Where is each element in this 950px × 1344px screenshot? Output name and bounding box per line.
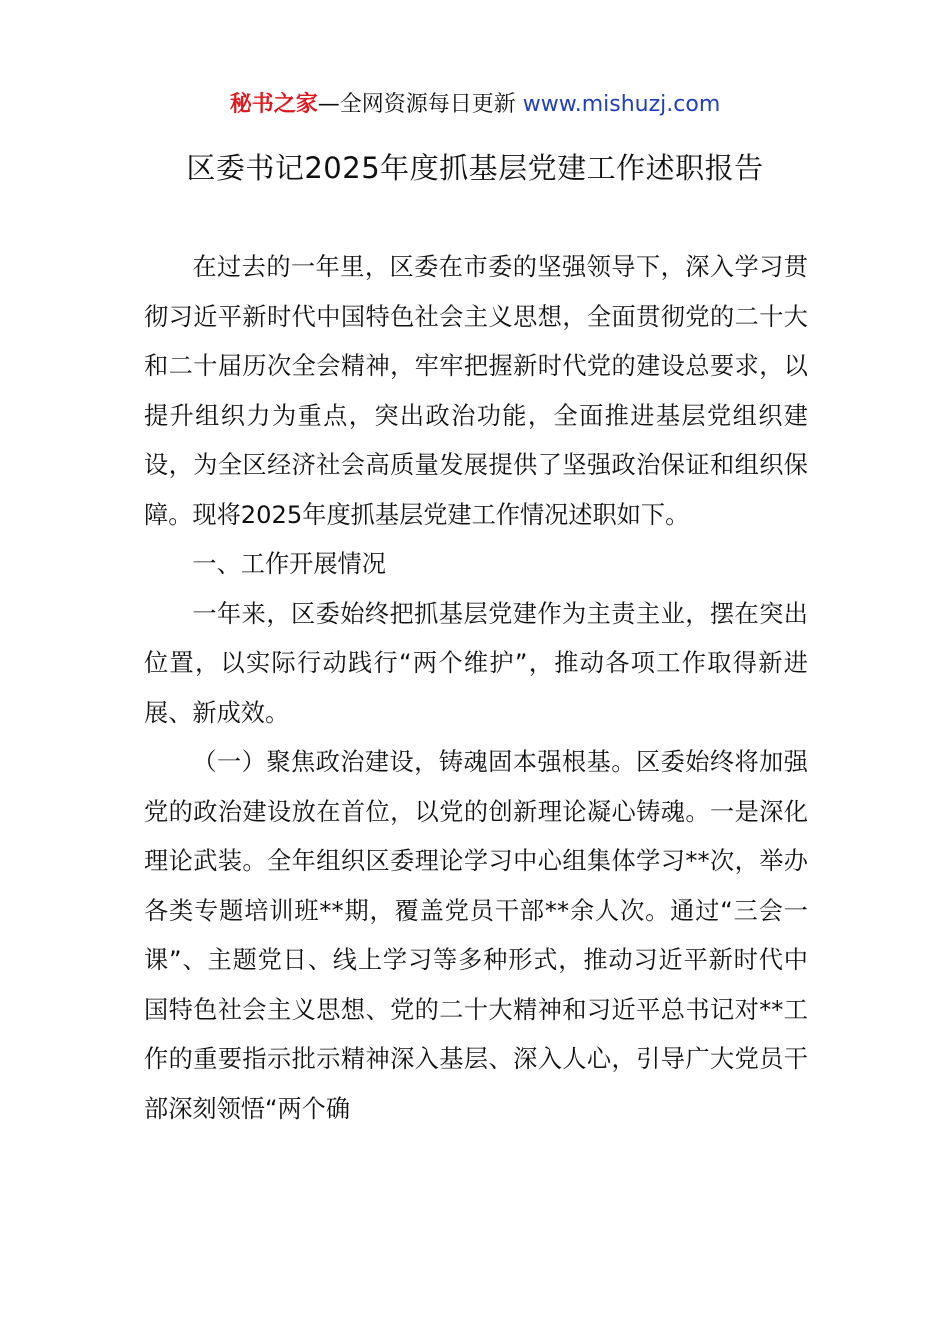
site-brand: 秘书之家 bbox=[229, 92, 318, 117]
site-header bbox=[0, 88, 950, 122]
document-title: 区委书记2025年度抓基层党建工作述职报告 bbox=[186, 151, 764, 185]
site-url-link[interactable]: www.mishuzj.com bbox=[522, 92, 721, 117]
intro-paragraph: 在过去的一年里，区委在市委的坚强领导下，深入学习贯彻习近平新时代中国特色社会主义思想，全面贯彻党的二十大和二十届历次全会精神，牢牢把握新时代党的建设总要求，以提升组织力为重点，突出政治功能，全面推进基层党组织建设，为全区经济社会高质量发展提供了坚强政治保证和组织保障。现将2025年度抓基层党建工作情况述职如下。 bbox=[144, 253, 808, 529]
body-paragraph: （一）聚焦政治建设，铸魂固本强根基。区委始终将加强党的政治建设放在首位，以党的创新理论凝心铸魂。一是深化理论武装。全年组织区委理论学习中心组集体学习**次，举办各类专题培训班**期，覆盖党员干部**余人次。通过“三会一课”、主题党日、线上学习等多种形式，推动习近平新时代中国特色社会主义思想、党的二十大精神和习近平总书记对**工作的重要指示批示精神深入基层、深入人心，引导广大党员干部深刻领悟“两个确 bbox=[144, 748, 808, 1123]
document-body bbox=[144, 243, 808, 1134]
section-heading: 一、工作开展情况 bbox=[192, 550, 386, 578]
site-tagline: —全网资源每日更新 bbox=[317, 92, 516, 117]
body-paragraph: 一年来，区委始终把抓基层党建作为主责主业，摆在突出位置，以实际行动践行“两个维护”，推动各项工作取得新进展、新成效。 bbox=[144, 599, 808, 727]
